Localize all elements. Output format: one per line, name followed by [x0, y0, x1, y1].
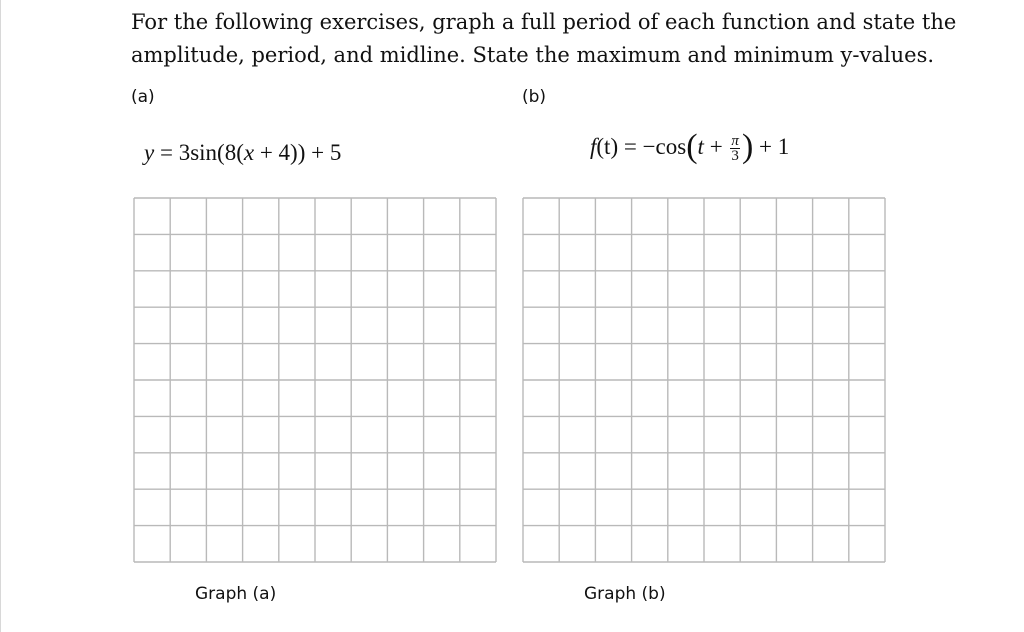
- equation-b-frac-num: π: [731, 133, 739, 150]
- equation-b-open-paren: (: [686, 128, 698, 165]
- page-left-edge: [0, 0, 1, 632]
- instructions-text: [131, 6, 991, 72]
- equation-b-tail: + 1: [753, 134, 790, 159]
- equation-b-cos: = −cos: [618, 134, 687, 159]
- equation-b-plus: +: [703, 134, 729, 159]
- graph-b-label: Graph (b): [584, 584, 666, 604]
- equation-b-arg: (t): [596, 134, 619, 159]
- graph-grid-a-svg[interactable]: [133, 197, 497, 563]
- equation-a-rhs-end: + 4)) + 5: [254, 140, 342, 165]
- equation-b-fn: f: [590, 134, 597, 159]
- equation-a: [144, 140, 341, 166]
- graph-grid-b-svg[interactable]: [522, 197, 886, 563]
- instructions-line-1: For the following exercises, graph a full period of each function and state the: [131, 10, 957, 34]
- equation-a-rhs-start: = 3sin(8(: [154, 140, 244, 165]
- equation-a-lhs: y: [144, 140, 155, 165]
- equation-b-close-paren: ): [741, 128, 754, 165]
- equation-a-var: x: [243, 140, 255, 165]
- instructions-line-2: amplitude, period, and midline. State the maximum and minimum y-values.: [131, 43, 935, 67]
- graph-grid-a[interactable]: [133, 197, 497, 563]
- equation-b-fraction: [730, 134, 740, 163]
- equation-b-var: t: [697, 134, 704, 159]
- part-a-label: (a): [131, 87, 155, 107]
- equation-b-frac-den: 3: [731, 148, 739, 165]
- part-b-label: (b): [522, 87, 547, 107]
- graph-a-label: Graph (a): [195, 584, 277, 604]
- graph-grid-b[interactable]: [522, 197, 886, 563]
- equation-b: [590, 128, 790, 165]
